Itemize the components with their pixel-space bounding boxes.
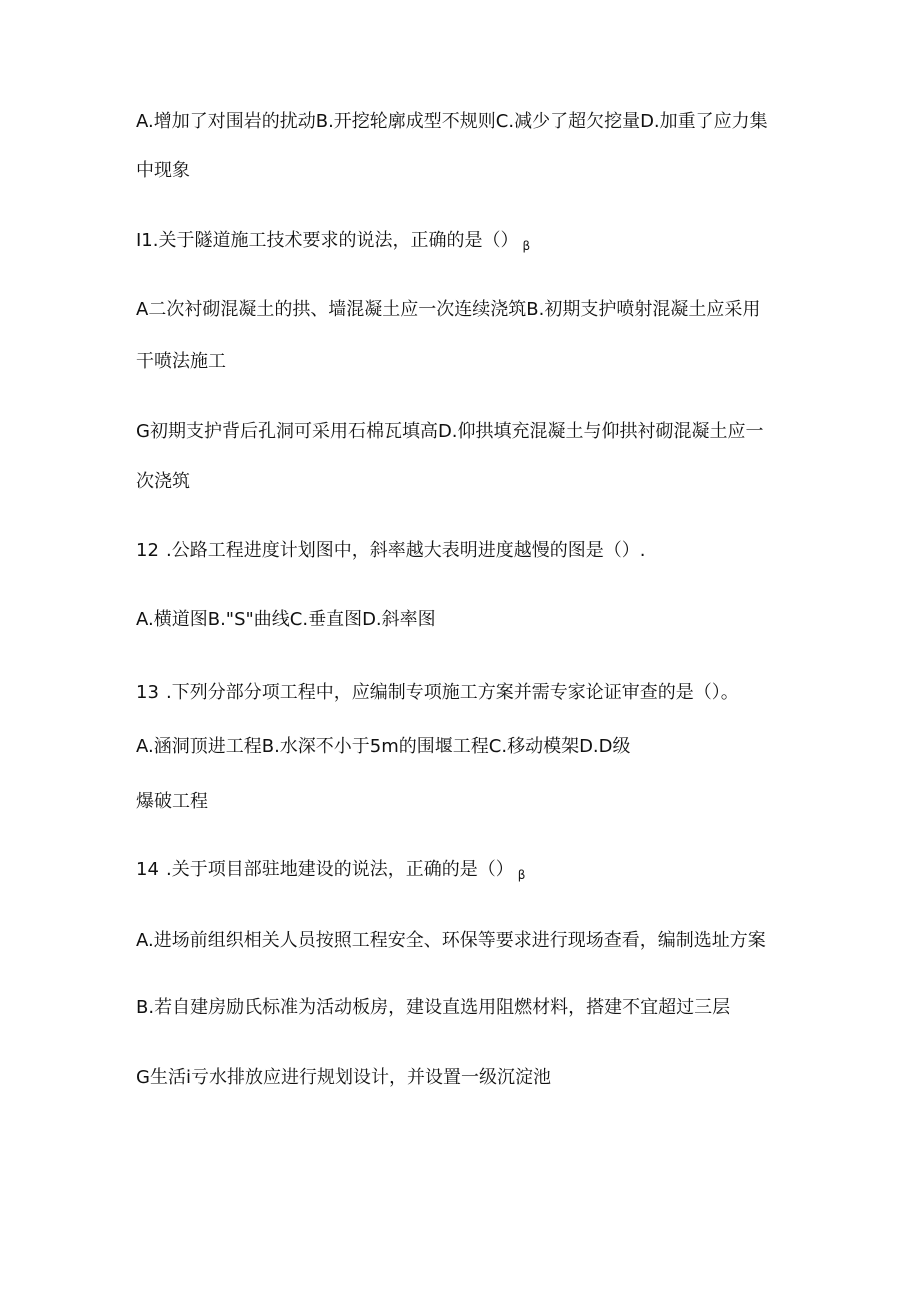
beta-mark: β xyxy=(517,868,526,882)
option-line: A.进场前组织相关人员按照工程安全、环保等要求进行现场查看，编制选址方案 xyxy=(136,930,766,951)
question-text: .关于项目部驻地建设的说法，正确的是（） xyxy=(166,859,514,880)
question-number: 13 xyxy=(136,682,159,703)
beta-mark: β xyxy=(522,239,531,253)
question-13 xyxy=(136,681,739,705)
question-12 xyxy=(136,539,645,563)
option-line: A二次衬砌混凝土的拱、墙混凝土应一次连续浇筑B.初期支护喷射混凝土应采用 xyxy=(136,299,761,320)
option-line: G生活i亏水排放应进行规划设计，并设置一级沉淀池 xyxy=(136,1067,551,1088)
question-text: .下列分部分项工程中，应编制专项施工方案并需专家论证审查的是（）。 xyxy=(166,682,739,703)
option-line-continued: 中现象 xyxy=(136,160,190,181)
question-text: I1.关于隧道施工技术要求的说法，正确的是（） xyxy=(136,230,519,251)
option-line: A.横道图B."S"曲线C.垂直图D.斜率图 xyxy=(136,609,436,630)
question-number: 14 xyxy=(136,859,159,880)
option-line: B.若自建房励氏标准为活动板房，建设直选用阻燃材料，搭建不宜超过三层 xyxy=(136,997,731,1018)
question-11 xyxy=(136,229,530,258)
option-line-continued: 爆破工程 xyxy=(136,791,208,812)
option-line-continued: 干喷法施工 xyxy=(136,351,226,372)
question-number: 12 xyxy=(136,540,159,561)
option-line-continued: 次浇筑 xyxy=(136,471,190,492)
question-14 xyxy=(136,858,525,887)
option-line: A.涵洞顶进工程B.水深不小于5m的围堰工程C.移动模架D.D级 xyxy=(136,736,631,757)
option-line: A.增加了对围岩的扰动B.开挖轮廓成型不规则C.减少了超欠挖量D.加重了应力集 xyxy=(136,111,768,132)
option-line: G初期支护背后孔洞可采用石棉瓦填高D.仰拱填充混凝土与仰拱衬砌混凝土应一 xyxy=(136,421,764,442)
question-text: .公路工程进度计划图中，斜率越大表明进度越慢的图是（）. xyxy=(166,540,646,561)
